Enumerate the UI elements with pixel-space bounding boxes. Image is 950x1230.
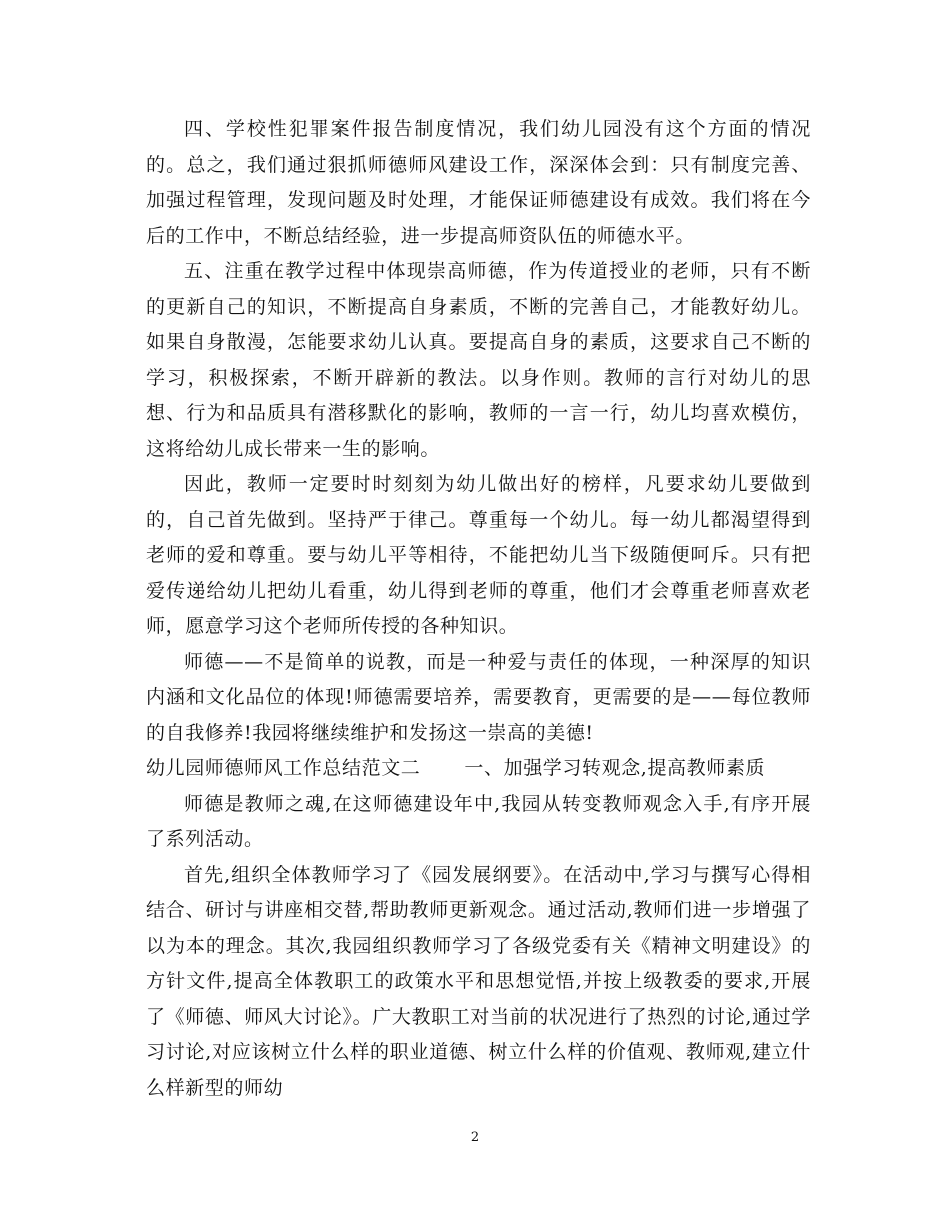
paragraph-ethics-summary: 师德——不是简单的说教，而是一种爱与责任的体现，一种深厚的知识内涵和文化品位的体现!师德需要培养，需要教育，更需要的是——每位教师的自我修养!我园将继续维护和发扬这一崇高的美德!	[146, 650, 811, 744]
paragraph-report-system: 四、学校性犯罪案件报告制度情况，我们幼儿园没有这个方面的情况的。总之，我们通过狠抓师德师风建设工作，深深体会到：只有制度完善、加强过程管理，发现问题及时处理，才能保证师德建设有成效。我们将在今后的工作中，不断总结经验，进一步提高师资队伍的师德水平。	[146, 118, 811, 247]
section-title: 一、加强学习转观念,提高教师素质	[464, 757, 766, 779]
paragraph-study-activities: 首先,组织全体教师学习了《园发展纲要》。在活动中,学习与撰写心得相结合、研讨与讲座相交替,帮助教师更新观念。通过活动,教师们进一步增强了以为本的理念。其次,我园组织教师学习了各级党委有关《精神文明建设》的方针文件,提高全体教职工的政策水平和思想觉悟,并按上级教委的要求,开展了《师德、师风大讨论》。广大教职工对当前的状况进行了热烈的讨论,通过学习讨论,对应该树立什么样的职业道德、树立什么样的价值观、教师观,建立什么样新型的师幼	[146, 863, 811, 1099]
paragraph-teaching-ethics: 五、注重在教学过程中体现崇高师德，作为传道授业的老师，只有不断的更新自己的知识，不断提高自身素质，不断的完善自己，才能教好幼儿。如果自身散漫，怎能要求幼儿认真。要提高自身的素质，这要求自己不断的学习，积极探索，不断开辟新的教法。以身作则。教师的言行对幼儿的思想、行为和品质具有潜移默化的影响，教师的一言一行，幼儿均喜欢模仿，这将给幼儿成长带来一生的影响。	[146, 260, 811, 460]
body-text	[146, 112, 811, 1106]
section-heading	[146, 751, 811, 787]
article-title: 幼儿园师德师风工作总结范文二	[146, 757, 421, 779]
paragraph-ethics-soul: 师德是教师之魂,在这师德建设年中,我园从转变教师观念入手,有序开展了系列活动。	[146, 792, 811, 850]
paragraph-role-model: 因此，教师一定要时时刻刻为幼儿做出好的榜样，凡要求幼儿要做到的，自己首先做到。坚持严于律己。尊重每一个幼儿。每一幼儿都渴望得到老师的爱和尊重。要与幼儿平等相待，不能把幼儿当下级随便呵斥。只有把爱传递给幼儿把幼儿看重，幼儿得到老师的尊重，他们才会尊重老师喜欢老师，愿意学习这个老师所传授的各种知识。	[146, 473, 811, 637]
page-number: 2	[470, 1130, 480, 1145]
